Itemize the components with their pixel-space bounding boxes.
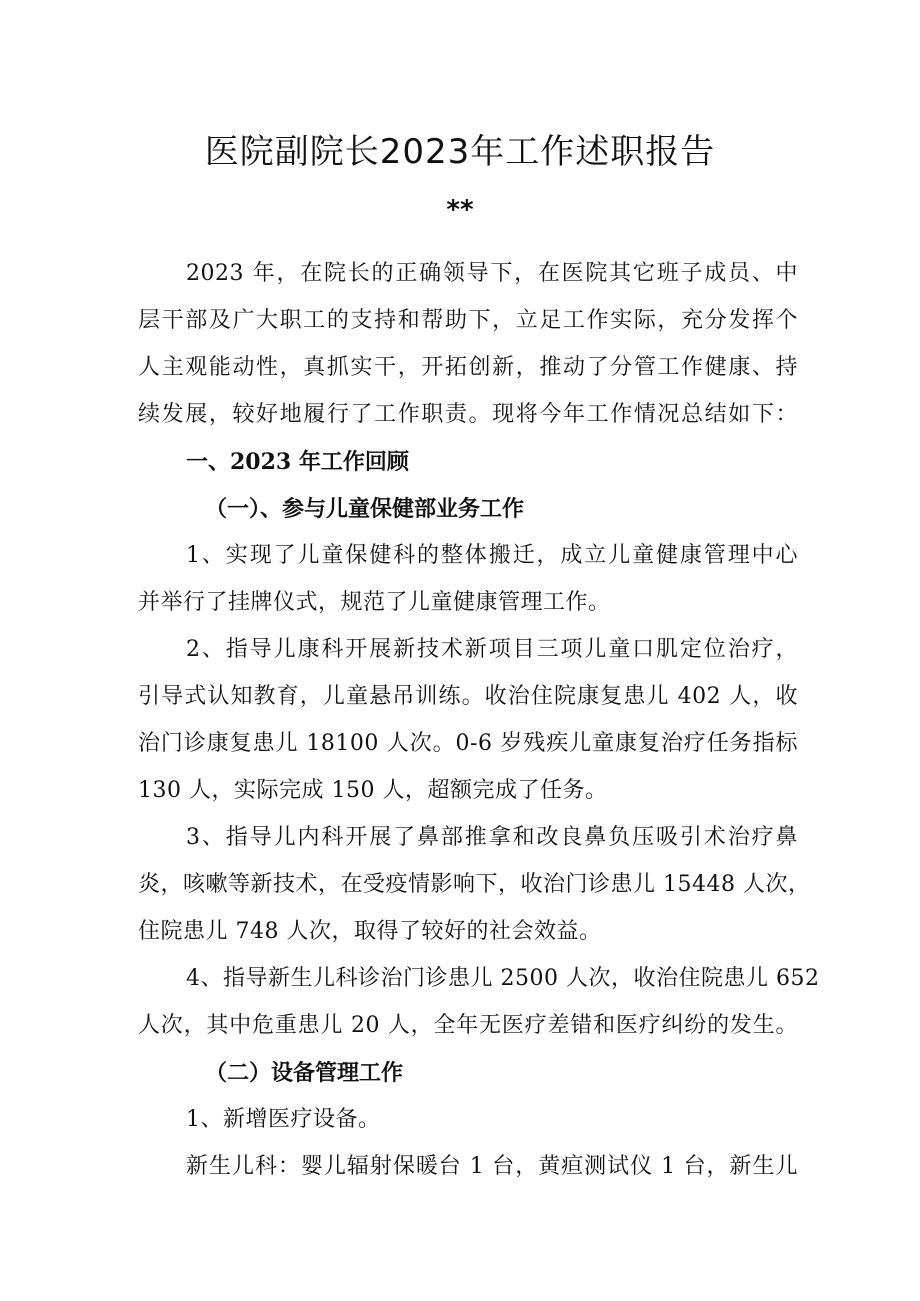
paragraph-line: 1、实现了儿童保健科的整体搬迁，成立儿童健康管理中心: [186, 543, 798, 568]
paragraph-line: 人次，其中危重患儿 20 人，全年无医疗差错和医疗纠纷的发生。: [138, 1013, 798, 1038]
subsection-heading: （二）设备管理工作: [205, 1060, 404, 1086]
paragraph-line: 治门诊康复患儿 18100 人次。0-6 岁残疾儿童康复治疗任务指标: [138, 731, 798, 756]
paragraph-line: 引导式认知教育，儿童悬吊训练。收治住院康复患儿 402 人，收: [138, 684, 798, 709]
paragraph-line: 炎，咳嗽等新技术，在受疫情影响下，收治门诊患儿 15448 人次，: [138, 872, 811, 897]
paragraph-line: 新生儿科：婴儿辐射保暖台 1 台，黄疸测试仪 1 台，新生儿: [186, 1154, 798, 1179]
page-title: 医院副院长2023年工作述职报告: [204, 132, 716, 172]
paragraph-line: 住院患儿 748 人次，取得了较好的社会效益。: [138, 919, 602, 944]
paragraph-line: 人主观能动性，真抓实干，开拓创新，推动了分管工作健康、持: [138, 355, 798, 380]
paragraph-line: 130 人，实际完成 150 人，超额完成了任务。: [138, 778, 608, 803]
paragraph-line: 1、新增医疗设备。: [186, 1107, 381, 1132]
paragraph-line: 3、指导儿内科开展了鼻部推拿和改良鼻负压吸引术治疗鼻: [186, 825, 798, 850]
paragraph-line: 2、指导儿康科开展新技术新项目三项儿童口肌定位治疗，: [186, 637, 798, 662]
author-line: **: [446, 195, 474, 225]
subsection-heading: （一）、参与儿童保健部业务工作: [205, 496, 525, 522]
paragraph-line: 4、指导新生儿科诊治门诊患儿 2500 人次，收治住院患儿 652: [186, 966, 820, 991]
paragraph-line: 续发展，较好地履行了工作职责。现将今年工作情况总结如下：: [138, 402, 798, 427]
paragraph-line: 并举行了挂牌仪式，规范了儿童健康管理工作。: [138, 590, 611, 615]
paragraph-line: 层干部及广大职工的支持和帮助下，立足工作实际，充分发挥个: [138, 308, 798, 333]
paragraph-line: 2023 年，在院长的正确领导下，在医院其它班子成员、中: [186, 261, 798, 286]
section-heading: 一、2023 年工作回顾: [186, 449, 409, 475]
